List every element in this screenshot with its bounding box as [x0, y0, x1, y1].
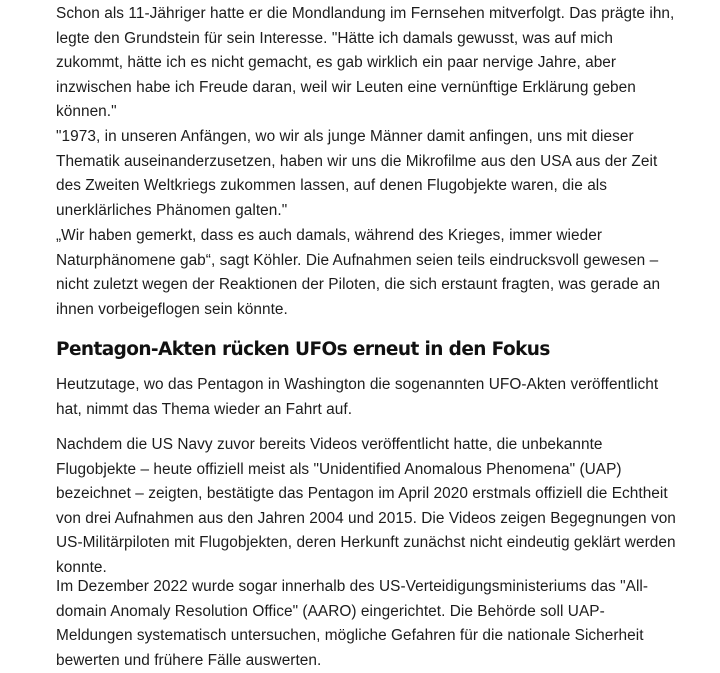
- article-paragraph: Heutzutage, wo das Pentagon in Washington die sogenannten UFO-Akten veröffentlicht hat, nimmt das Thema wieder an Fahrt auf.: [56, 376, 659, 418]
- article-paragraph: Schon als 11-Jähriger hatte er die Mondlandung im Fernsehen mitverfolgt. Das prägte ihn, legte den Grundstein für sein Interesse. "Hätte ich damals gewusst, was auf mich zukommt, hätte ich es nicht gemacht, es gab wirklich ein paar nervige Jahre, aber inzwischen habe ich Freude daran, weil wir Leuten eine vernünftige Erklärung geben können.": [56, 5, 675, 121]
- article-paragraph: „Wir haben gemerkt, dass es auch damals, während des Krieges, immer wieder Naturphänomene gab“, sagt Köhler. Die Aufnahmen seien teils eindrucksvoll gewesen – nicht zuletzt wegen der Reaktionen der Piloten, die sich erstaunt fragten, was gerade an ihnen vorbeigeflogen sein könnte.: [56, 227, 661, 318]
- section-heading: Pentagon-Akten rücken UFOs erneut in den Fokus: [56, 339, 550, 360]
- article-paragraph: Nachdem die US Navy zuvor bereits Videos veröffentlicht hatte, die unbekannte Flugobjekte – heute offiziell meist als "Unidentified Anomalous Phenomena" (UAP) bezeichnet – zeigten, bestätigte das Pentagon im April 2020 erstmals offiziell die Echtheit von drei Aufnahmen aus den Jahren 2004 und 2015. Die Videos zeigen Begegnungen von US-Militärpiloten mit Flugobjekten, deren Herkunft zunächst nicht eindeutig geklärt werden konnte.: [56, 436, 676, 576]
- article-paragraph: "1973, in unseren Anfängen, wo wir als junge Männer damit anfingen, uns mit dieser Thematik auseinanderzusetzen, haben wir uns die Mikrofilme aus den USA aus der Zeit des Zweiten Weltkriegs zukommen lassen, auf denen Flugobjekte waren, die als unerklärliches Phänomen galten.": [56, 128, 658, 219]
- article-paragraph: Im Dezember 2022 wurde sogar innerhalb des US-Verteidigungsministeriums das "All-domain Anomaly Resolution Office" (AARO) eingerichtet. Die Behörde soll UAP-Meldungen systematisch untersuchen, mögliche Gefahren für die nationale Sicherheit bewerten und frühere Fälle auswerten.: [56, 578, 649, 669]
